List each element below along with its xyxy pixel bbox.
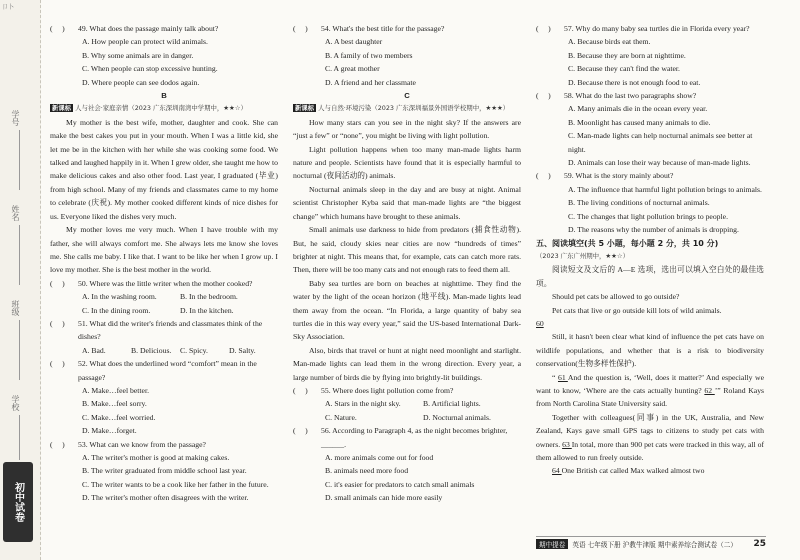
option: B. Because they are born at nighttime. — [568, 50, 686, 60]
passage-paragraph: Small animals use darkness to hide from predators (捕食性动物). But, he said, cloudy skies near cities are now “hundreds of times” brighter at night. This means that, for example, cats can catch more rats. Then, there will be too many cats and not enough rats to feed them all. — [293, 225, 521, 275]
option: C. it's easier for predators to catch small animals — [325, 479, 475, 489]
option-row — [293, 411, 521, 424]
option: A. Many animals die in the ocean every year. — [568, 104, 708, 114]
passage-paragraph: My mother is the best wife, mother, daughter and cook. She can make the best cakes you put in your mouth. When I was a little kid, she let me be in the kitchen with her while she was cooking some food. We talked and laughed happily in it. When I grew older, she taught me how to make delicious cakes and also other food. Last year, I graduated (毕业) from high school. Many of my friends and classmates came to my home to celebrate (庆祝). My mother cooked different kinds of nice dishes for us. Everyone liked the dishes very much. — [50, 117, 278, 221]
footer-subject: 英语 — [572, 541, 586, 549]
question-stem: 49. What does the passage mainly talk about? — [78, 24, 219, 33]
answer-paren[interactable]: ( ) — [50, 318, 65, 328]
option: A. The writer's mother is good at making cakes. — [82, 453, 230, 462]
question-51 — [50, 317, 278, 344]
brand-logo: 初中试卷 — [3, 462, 33, 542]
option: C. The changes that light pollution brings to people. — [568, 211, 728, 221]
passage-paragraph: How many stars can you see in the night sky? If the answers are “just a few” or “none”, you might be living with light pollution. — [293, 117, 521, 141]
answer-paren[interactable]: ( ) — [293, 426, 308, 436]
option: D. The writer's mother often disagrees with the writer. — [82, 493, 249, 503]
option-row — [293, 397, 521, 410]
answer-paren[interactable]: ( ) — [293, 24, 308, 33]
question-stem: 54. What's the best title for the passage? — [321, 24, 445, 33]
option: A. In the washing room. — [82, 292, 157, 302]
question-54 — [293, 22, 521, 35]
option: A. The influence that harmful light pollution brings to animals. — [568, 184, 762, 194]
option: B. In the bedroom. — [180, 292, 238, 302]
option: D. In the kitchen. — [180, 305, 234, 315]
name-line — [19, 225, 20, 285]
student-id-line — [19, 130, 20, 190]
question-59 — [536, 169, 764, 182]
answer-paren[interactable]: ( ) — [50, 24, 65, 33]
tag-text: 人与自然·环境污染（2023 广东深圳福景外国语学校期中，★★★） — [318, 104, 510, 113]
class-line — [19, 320, 20, 380]
option: D. Where people can see dodos again. — [82, 77, 200, 87]
option: A. Make…feel better. — [82, 385, 150, 395]
text-run: In total, more than 900 pet cats were tracked in this way, all of them allowed to run freely outside. — [536, 439, 765, 462]
option: C. A great mother — [325, 64, 380, 74]
blank-61[interactable]: 61 — [557, 372, 568, 382]
footer-grade: 七年级下册 — [587, 541, 621, 549]
option: D. Animals can lose their way because of man-made lights. — [568, 158, 751, 168]
class-label: 班级 — [11, 300, 20, 316]
answer-paren[interactable]: ( ) — [293, 385, 308, 395]
option: B. Artificial lights. — [423, 399, 481, 409]
answer-paren[interactable]: ( ) — [50, 439, 65, 449]
option: C. In the dining room. — [82, 305, 151, 315]
option-row — [50, 290, 278, 303]
answer-paren[interactable]: ( ) — [50, 359, 65, 369]
option: A. How people can protect wild animals. — [82, 37, 208, 47]
option: C. Make…feel worried. — [82, 412, 156, 422]
blank-64[interactable]: 64 — [552, 466, 562, 476]
blank-63[interactable]: 63 — [562, 439, 572, 449]
option: C. Because they can't find the water. — [568, 64, 680, 74]
question-57 — [536, 22, 764, 35]
question-stem: 52. What does the underlined word “comfort” mean in the passage? — [78, 359, 257, 382]
option: A. more animals come out for food — [325, 453, 434, 462]
passage-paragraph: My mother loves me very much. When I have trouble with my father, she will always comfort me. She always lets me know she loves me. She calls me baby. I like that. I want to be like her when I grow up. I love my mother. She is the best mother in the world. — [50, 225, 278, 275]
section-source: （2023 广东广州期中，★★☆） — [536, 251, 629, 260]
answer-paren[interactable]: ( ) — [50, 278, 65, 288]
school-label: 学校 — [11, 395, 20, 411]
section-heading-b: B — [161, 91, 167, 101]
question-stem: 53. What can we know from the passage? — [78, 439, 206, 449]
text-run: “ — [552, 372, 558, 382]
option: C. Spicy. — [180, 345, 208, 355]
passage-paragraph: Pet cats that live or go outside kill lots of wild animals. — [552, 305, 722, 315]
question-stem: 58. What do the last two paragraphs show? — [564, 91, 697, 101]
option: A. Stars in the night sky. — [325, 399, 401, 409]
option: D. A friend and her classmate — [325, 77, 416, 87]
question-50 — [50, 277, 278, 290]
option: B. Make…feel sorry. — [82, 399, 147, 409]
column-3 — [536, 22, 764, 478]
section-heading-c: C — [404, 91, 410, 101]
option: A. Because birds eat them. — [568, 37, 651, 47]
page-footer — [536, 536, 766, 551]
binding-margin — [0, 0, 41, 560]
option: B. Delicious. — [131, 345, 172, 355]
question-58 — [536, 89, 764, 102]
option: B. Moonlight has caused many animals to die. — [568, 117, 711, 127]
option: C. When people can stop excessive hunting. — [82, 64, 218, 74]
option: D. The reasons why the number of animals is dropping. — [568, 225, 739, 235]
text-run: Together with colleagues(同事) in the UK, Australia, and New Zealand, Kays gave small GPS tags to citizens to study pet cats with owners. — [536, 412, 764, 449]
question-stem: 56. According to Paragraph 4, as the night becomes brighter, ______. — [321, 426, 508, 449]
passage-paragraph: Also, birds that travel or hunt at night need moonlight and starlight. Man-made lights can lead them in the wrong direction. Every year, a large number of birds die by flying into brightly-lit buildings. — [293, 345, 521, 382]
passage-paragraph — [536, 411, 764, 465]
school-line — [19, 415, 20, 460]
column-2 — [293, 22, 521, 505]
column-1 — [50, 22, 278, 505]
text-run: ’” Roland Kays from North Carolina State University said. — [536, 385, 765, 409]
passage-paragraph — [536, 371, 764, 411]
option: B. A family of two members — [325, 50, 413, 60]
question-56 — [293, 424, 521, 451]
source-tag — [293, 102, 521, 115]
option-row — [50, 304, 278, 317]
name-label: 姓名 — [11, 205, 20, 221]
tag-label: 新课标 — [52, 104, 72, 113]
page-number: 25 — [753, 539, 766, 549]
text-run: One British cat called Max walked almost two — [561, 466, 705, 476]
text-run: And the question is, ‘Well, does it matter?’ And especially we want to know, ‘Where are the cats actually hunting? — [536, 372, 764, 395]
passage-paragraph: Light pollution happens when too many man-made lights harm nature and people. Scientists have found that it is especially harmful to nocturnal (夜间活动的) animals. — [293, 144, 521, 181]
option: C. The writer wants to be a cook like her father in the future. — [82, 479, 269, 489]
option: B. animals need more food — [325, 466, 409, 476]
student-id-label: 学号 — [11, 110, 20, 126]
source-tag — [50, 102, 278, 115]
blank-60[interactable] — [536, 317, 764, 330]
footer-publisher: 沪教牛津版 — [622, 541, 656, 549]
passage-title: Should pet cats be allowed to go outside? — [552, 292, 680, 302]
option: D. Make…forget. — [82, 426, 137, 436]
blank-62[interactable]: 62 — [704, 385, 715, 395]
option: D. Nocturnal animals. — [423, 412, 491, 422]
question-stem: 59. What is the story mainly about? — [564, 171, 674, 181]
option: D. small animals can hide more easily — [325, 493, 443, 503]
question-53 — [50, 438, 278, 451]
option: C. Man-made lights can help nocturnal animals see better at night. — [568, 131, 753, 154]
answer-paren[interactable]: ( ) — [536, 24, 551, 33]
footer-badge: 期中提卷 — [536, 539, 568, 549]
answer-paren[interactable]: ( ) — [536, 171, 551, 181]
answer-paren[interactable]: ( ) — [536, 91, 551, 101]
blank-number: 60 — [536, 318, 544, 328]
footer-test: 期中素养综合测试卷（二） — [657, 541, 737, 549]
tag-label: 新课标 — [295, 104, 315, 113]
option: B. The living conditions of nocturnal animals. — [568, 198, 710, 208]
question-52 — [50, 357, 278, 384]
question-stem: 57. Why do many baby sea turtles die in Florida every year? — [564, 24, 750, 33]
option-row — [50, 344, 278, 357]
option: D. Salty. — [229, 345, 256, 355]
question-49 — [50, 22, 278, 35]
passage-paragraph: Baby sea turtles are born on beaches at nighttime. They find the water by the light of the ocean horizon (地平线). Man-made lights lead them away from the ocean. “In Florida, a large quantity of baby sea turtles die in this way every year,” said the US-based International Dark-Sky Association. — [293, 278, 521, 342]
passage-paragraph: Nocturnal animals sleep in the day and are busy at night. Animal scientist Christopher Kyba said that man-made lights are “the biggest change” which humans have brought to these animals. — [293, 184, 521, 221]
question-stem: 51. What did the writer's friends and classmates think of the dishes? — [78, 318, 263, 342]
passage-paragraph — [536, 464, 764, 477]
option: C. Nature. — [325, 412, 357, 422]
option: A. Bad. — [82, 345, 106, 355]
section-five-title: 五、阅读填空(共 5 小题，每小题 2 分，共 10 分) — [536, 238, 719, 248]
question-55 — [293, 384, 521, 397]
corner-mark: 卩卜 — [2, 4, 15, 11]
option: D. Because there is not enough food to eat. — [568, 77, 701, 87]
passage-paragraph: Still, it hasn't been clear what kind of influence the pet cats have on wildlife populations, and whether that is a risk to biodiversity conservation(生物多样性保护). — [536, 332, 764, 369]
option: B. The writer graduated from middle school last year. — [82, 466, 247, 476]
instructions: 阅读短文及文后的 A—E 选项，选出可以填入空白处的最佳选项。 — [536, 265, 764, 288]
option: B. Why some animals are in danger. — [82, 50, 194, 60]
option: A. A best daughter — [325, 37, 383, 47]
tag-text: 人与社会·家庭亲情（2023 广东深圳南湾中学期中，★★☆） — [75, 104, 247, 113]
question-stem: 50. Where was the little writer when the mother cooked? — [78, 278, 253, 288]
question-stem: 55. Where does light pollution come from? — [321, 385, 454, 395]
